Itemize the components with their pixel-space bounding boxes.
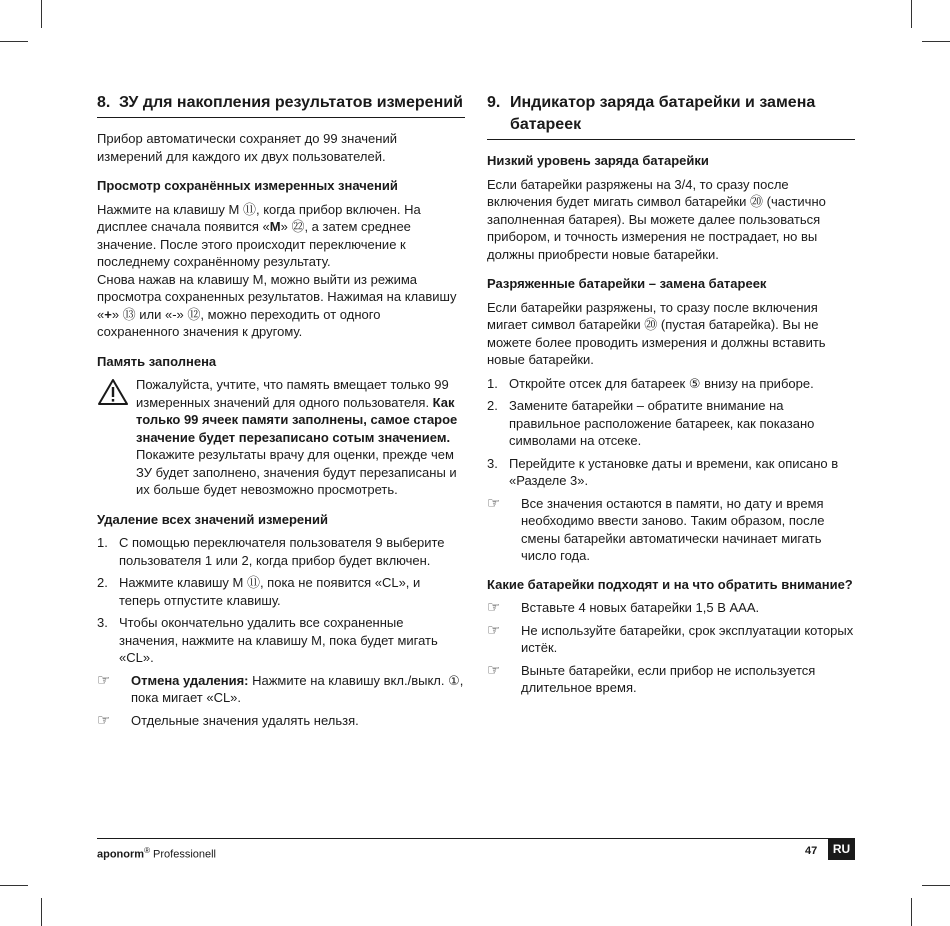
left-column: [97, 92, 465, 734]
footer-rule: [97, 838, 855, 839]
section-8-title: [97, 92, 465, 118]
battery-tip: ☞ Выньте батарейки, если прибор не используется длительное время.: [487, 661, 816, 695]
replace-steps-list: [487, 375, 855, 490]
battery-tip: ☞ Не используйте батарейки, срок эксплуатации которых истёк.: [487, 621, 854, 655]
memory-note-tip: ☞ Все значения остаются в памяти, но дату и время необходимо ввести заново. Таким образом, после смены батарейки автоматически начинает мигать число года.: [487, 494, 825, 563]
section-number: 9.: [487, 94, 501, 111]
delete-heading: Удаление всех значений измерений: [97, 511, 328, 527]
list-item: 2. Замените батарейки – обратите внимание на правильное расположение батареек, как показано символами на отсеке.: [487, 398, 815, 448]
delete-steps-list: [97, 534, 465, 667]
low-battery-text: Если батарейки разряжены на 3/4, то сразу после включения будет мигать символ батарейки ⑳ (частично заполненная батарея). Вы можете далее пользоваться прибором, и точность измерения не пострадает, но вы должны приобрести новые батарейки.: [487, 176, 826, 262]
low-battery-heading: Низкий уровень заряда батарейки: [487, 153, 709, 168]
crop-mark: [911, 898, 912, 926]
list-item: 1. Откройте отсек для батареек ⑤ внизу на приборе.: [487, 375, 814, 391]
pointing-hand-icon: ☞: [487, 661, 501, 679]
warning-icon: [97, 376, 136, 499]
section-title: Индикатор заряда батарейки и замена батареек: [510, 94, 816, 133]
memory-full-warning: [97, 376, 465, 499]
pointing-hand-icon: ☞: [487, 599, 501, 616]
crop-mark: [922, 885, 950, 886]
view-paragraph-2: Снова нажав на клавишу М, можно выйти из режима просмотра сохраненных результатов. Нажимая на клавишу «+» ⑬ или «-» ⑫, можно переходить от одного сохраненного значения к другому.: [97, 271, 457, 339]
list-item: 3. Перейдите к установке даты и времени, как описано в «Разделе 3».: [487, 455, 839, 488]
pointing-hand-icon: ☞: [487, 494, 501, 512]
list-item: 1. С помощью переключателя пользователя 9 выберите пользователя 1 или 2, когда прибор будет включен.: [97, 535, 445, 568]
empty-battery-heading: Разряженные батарейки – замена батареек: [487, 276, 767, 291]
crop-mark: [41, 898, 42, 926]
crop-mark: [41, 0, 42, 28]
intro-paragraph: Прибор автоматически сохраняет до 99 значений измерений для каждого их двух пользователей.: [97, 131, 397, 164]
crop-mark: [0, 885, 28, 886]
section-number: 8.: [97, 94, 111, 111]
memory-full-text: Пожалуйста, учтите, что память вмещает только 99 измеренных значений для одного пользователя. Как только 99 ячеек памяти заполнены, самое старое значение будет перезаписано сотым значением. Покажите результаты врачу для оценки, прежде чем ЗУ будет заполнено, значения будут перезаписаны и их больше будет невозможно просмотреть.: [136, 377, 458, 497]
crop-mark: [922, 41, 950, 42]
battery-tip: ☞ Вставьте 4 новых батарейки 1,5 В ААА.: [487, 599, 760, 616]
footer-brand: aponorm® Professionell: [97, 846, 217, 861]
crop-mark: [911, 0, 912, 28]
list-item: 3. Чтобы окончательно удалить все сохраненные значения, нажмите на клавишу М, пока будет мигать «CL».: [97, 615, 438, 665]
view-paragraph-1: Нажмите на клавишу М ⑪, когда прибор включен. На дисплее сначала появится «M» ㉒, а затем среднее значение. После этого происходит переключение к последнему сохранённому результату.: [97, 201, 421, 269]
language-badge: RU: [828, 839, 855, 860]
right-column: [487, 92, 855, 702]
pointing-hand-icon: ☞: [97, 711, 111, 729]
section-title: ЗУ для накопления результатов измерений: [119, 94, 463, 111]
cancel-delete-tip: ☞ Отмена удаления: Нажмите на клавишу вкл./выкл. ①, пока мигает «CL».: [97, 671, 464, 705]
pointing-hand-icon: ☞: [97, 671, 111, 689]
view-heading: Просмотр сохранённых измеренных значений: [97, 178, 398, 193]
section-9-title: [487, 92, 855, 140]
crop-mark: [0, 41, 28, 42]
page-number: 47: [805, 845, 818, 857]
pointing-hand-icon: ☞: [487, 621, 501, 639]
single-delete-tip: ☞ Отдельные значения удалять нельзя.: [97, 711, 359, 729]
which-batteries-heading: Какие батарейки подходят и на что обратить внимание?: [487, 576, 853, 592]
empty-battery-text: Если батарейки разряжены, то сразу после включения мигает символ батарейки ⑳ (пустая батарейка). Вы не можете более проводить измерения и должны вставить новые батарейки.: [487, 299, 826, 367]
memory-full-heading: Память заполнена: [97, 353, 217, 369]
list-item: 2. Нажмите клавишу М ⑪, пока не появится «CL», и теперь отпустите клавишу.: [97, 575, 421, 608]
